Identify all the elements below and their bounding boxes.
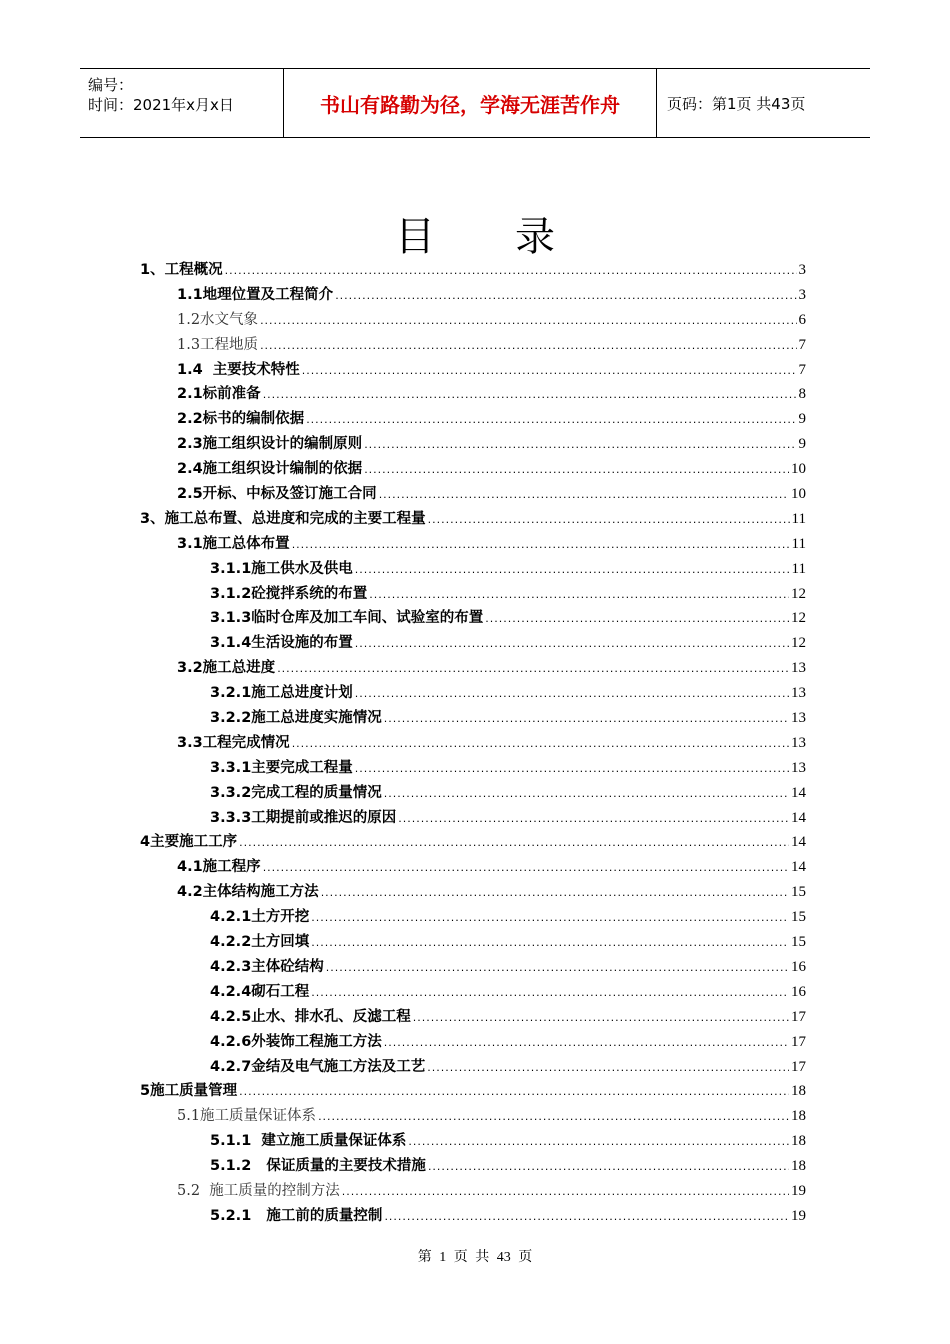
toc-dot-leader [260,334,796,359]
toc-entry-label: 5.1.1 建立施工质量保证体系 [210,1133,407,1150]
toc-entry[interactable] [140,308,806,333]
toc-entry-label: 4.2.6外装饰工程施工方法 [210,1033,382,1050]
toc-entry[interactable] [140,358,806,383]
toc-entry[interactable] [140,681,806,706]
toc-dot-leader [342,1180,789,1205]
toc-dot-leader [427,1056,789,1081]
toc-entry[interactable] [140,706,806,731]
toc-entry-page-number: 10 [791,461,806,478]
toc-entry-page-number: 15 [791,934,806,951]
toc-entry[interactable] [140,1055,806,1080]
toc-entry-label: 3.1.1施工供水及供电 [210,560,353,577]
toc-entry-label: 4主要施工工序 [140,834,238,851]
toc-entry-label: 4.2.4砌石工程 [210,983,310,1000]
toc-entry-label: 1、工程概况 [140,262,223,278]
toc-entry-page-number: 7 [798,361,806,378]
toc-entry-label: 3.3工程完成情况 [177,734,290,751]
page-footer: 第 1 页 共 43 页 [417,1250,533,1265]
header-page-info: 页码：第1页 共43页 [667,94,806,113]
toc-entry-page-number: 14 [791,784,806,801]
toc-entry-page-number: 18 [791,1083,806,1100]
toc-entry-page-number: 12 [791,585,806,602]
toc-dot-leader [384,707,789,732]
toc-dot-leader [384,1031,789,1056]
toc-entry-label: 5施工质量管理 [140,1083,238,1100]
header-meta [80,69,283,137]
toc-dot-leader [355,682,789,707]
toc-entry-page-number: 11 [791,535,806,552]
toc-entry-label: 2.1标前准备 [177,386,261,403]
toc-entry-page-number: 13 [791,710,806,727]
toc-dot-leader [398,807,789,832]
toc-entry-label: 5.1.2 保证质量的主要技术措施 [210,1158,426,1175]
toc-dot-leader [355,558,790,583]
toc-entry-label: 1.2水文气象 [177,311,259,328]
toc-entry[interactable] [140,830,806,855]
toc-dot-leader [428,508,790,533]
time-label: 时间：2021年x月x日 [88,96,234,114]
toc-entry[interactable] [140,283,806,308]
toc-dot-leader [364,433,796,458]
toc-entry-page-number: 11 [791,510,806,527]
toc-dot-leader [326,956,789,981]
toc-entry-label: 3.1施工总体布置 [177,535,290,552]
toc-dot-leader [379,483,789,508]
toc-entry[interactable] [140,333,806,358]
toc-entry-label: 3.3.1主要完成工程量 [210,759,353,776]
toc-entry-label: 1.1地理位置及工程简介 [177,286,334,303]
toc-entry[interactable] [140,507,806,532]
toc-entry-page-number: 16 [791,983,806,1000]
toc-entry-page-number: 13 [791,660,806,677]
toc-entry-page-number: 14 [791,859,806,876]
toc-entry-page-number: 15 [791,884,806,901]
toc-dot-leader [321,881,789,906]
toc-entry-page-number: 17 [791,1008,806,1025]
toc-entry[interactable] [140,1204,806,1229]
toc-entry-label: 3.1.4生活设施的布置 [210,635,353,652]
toc-entry-label: 2.4施工组织设计编制的依据 [177,461,363,478]
toc-entry-label: 3.2.2施工总进度实施情况 [210,710,382,727]
toc-dot-leader [335,284,796,309]
toc-entry[interactable] [140,980,806,1005]
toc-entry-page-number: 18 [791,1133,806,1150]
toc-entry-page-number: 11 [791,560,806,577]
toc-entry-page-number: 10 [791,486,806,503]
page-header [80,68,870,138]
toc-entry[interactable] [140,1104,806,1129]
toc-entry-label: 4.2.5止水、排水孔、反滤工程 [210,1008,411,1025]
toc-dot-leader [311,906,789,931]
page-title: 目录 [395,214,635,260]
toc-entry[interactable] [140,1129,806,1154]
toc-entry-page-number: 9 [798,411,806,428]
header-motto: 书山有路勤为径，学海无涯苦作舟 [283,69,657,137]
toc-entry-page-number: 19 [791,1182,806,1199]
toc-entry[interactable] [140,631,806,656]
toc-dot-leader [355,632,789,657]
toc-dot-leader [263,383,797,408]
toc-entry-page-number: 9 [798,436,806,453]
toc-entry-page-number: 12 [791,635,806,652]
toc-dot-leader [292,533,790,558]
toc-entry-label: 4.2.2土方回填 [210,934,310,951]
toc-dot-leader [364,458,789,483]
toc-entry-label: 5.1施工质量保证体系 [177,1108,317,1125]
toc-entry-page-number: 13 [791,734,806,751]
toc-entry-page-number: 18 [791,1158,806,1175]
toc-entry[interactable] [140,656,806,681]
toc-dot-leader [302,359,797,384]
toc-entry-label: 3.1.2砼搅拌系统的布置 [210,585,368,602]
toc-entry-label: 3、施工总布置、总进度和完成的主要工程量 [140,510,426,527]
toc-entry-page-number: 17 [791,1033,806,1050]
toc-dot-leader [263,856,789,881]
toc-entry[interactable] [140,880,806,905]
toc-entry[interactable] [140,258,806,283]
toc-entry[interactable] [140,905,806,930]
toc-entry-label: 2.2标书的编制依据 [177,411,305,428]
toc-entry-label: 4.2主体结构施工方法 [177,884,319,901]
table-of-contents [140,258,806,1229]
toc-dot-leader [318,1105,789,1130]
toc-entry[interactable] [140,1005,806,1030]
toc-dot-leader [369,583,789,608]
toc-entry[interactable] [140,781,806,806]
toc-entry[interactable] [140,1154,806,1179]
toc-entry-label: 3.2施工总进度 [177,660,276,677]
toc-entry[interactable] [140,930,806,955]
toc-entry-page-number: 3 [798,262,806,278]
toc-dot-leader [239,831,789,856]
toc-dot-leader [384,782,789,807]
toc-entry[interactable] [140,955,806,980]
toc-entry[interactable] [140,606,806,631]
toc-entry-label: 3.2.1施工总进度计划 [210,685,353,702]
toc-dot-leader [311,981,789,1006]
toc-entry[interactable] [140,407,806,432]
toc-entry[interactable] [140,482,806,507]
toc-entry-page-number: 3 [798,286,806,303]
number-label: 编号： [88,76,134,94]
toc-entry[interactable] [140,532,806,557]
toc-entry-page-number: 14 [791,809,806,826]
toc-entry-page-number: 7 [798,336,806,353]
toc-entry-label: 2.3施工组织设计的编制原则 [177,436,363,453]
toc-dot-leader [485,607,789,632]
toc-entry-page-number: 17 [791,1058,806,1075]
toc-entry[interactable] [140,1030,806,1055]
toc-dot-leader [239,1080,789,1105]
toc-dot-leader [225,259,797,284]
toc-dot-leader [413,1006,789,1031]
toc-dot-leader [292,732,789,757]
toc-entry[interactable] [140,432,806,457]
toc-dot-leader [306,408,796,433]
toc-entry[interactable] [140,382,806,407]
toc-entry-label: 4.1施工程序 [177,859,261,876]
toc-entry[interactable] [140,582,806,607]
toc-dot-leader [311,931,789,956]
toc-entry-label: 4.2.3主体砼结构 [210,958,324,975]
toc-entry-label: 3.3.2完成工程的质量情况 [210,784,382,801]
toc-dot-leader [384,1205,789,1230]
toc-entry[interactable] [140,1079,806,1104]
toc-entry-page-number: 13 [791,759,806,776]
toc-entry-label: 4.2.7金结及电气施工方法及工艺 [210,1058,426,1075]
toc-entry-page-number: 18 [791,1108,806,1125]
toc-entry-page-number: 6 [798,311,806,328]
toc-entry[interactable] [140,756,806,781]
toc-dot-leader [408,1130,789,1155]
toc-entry[interactable] [140,731,806,756]
toc-dot-leader [277,657,789,682]
toc-entry[interactable] [140,806,806,831]
toc-entry[interactable] [140,457,806,482]
toc-entry[interactable] [140,557,806,582]
toc-entry-label: 1.3工程地质 [177,336,259,353]
toc-dot-leader [428,1155,789,1180]
toc-entry-label: 4.2.1土方开挖 [210,909,310,926]
toc-entry-label: 3.3.3工期提前或推迟的原因 [210,809,397,826]
toc-entry-label: 5.2 施工质量的控制方法 [177,1182,340,1199]
toc-entry-page-number: 13 [791,685,806,702]
toc-entry-label: 2.5开标、中标及签订施工合同 [177,486,377,503]
toc-entry-label: 1.4 主要技术特性 [177,361,300,378]
toc-dot-leader [355,757,789,782]
toc-entry-page-number: 8 [798,386,806,403]
toc-entry-page-number: 19 [791,1207,806,1224]
toc-entry-label: 5.2.1 施工前的质量控制 [210,1207,383,1224]
toc-entry-page-number: 16 [791,958,806,975]
toc-entry-page-number: 12 [791,610,806,627]
toc-entry[interactable] [140,855,806,880]
toc-entry-page-number: 14 [791,834,806,851]
toc-entry-label: 3.1.3临时仓库及加工车间、试验室的布置 [210,610,484,627]
toc-dot-leader [260,309,796,334]
toc-entry[interactable] [140,1179,806,1204]
toc-entry-page-number: 15 [791,909,806,926]
